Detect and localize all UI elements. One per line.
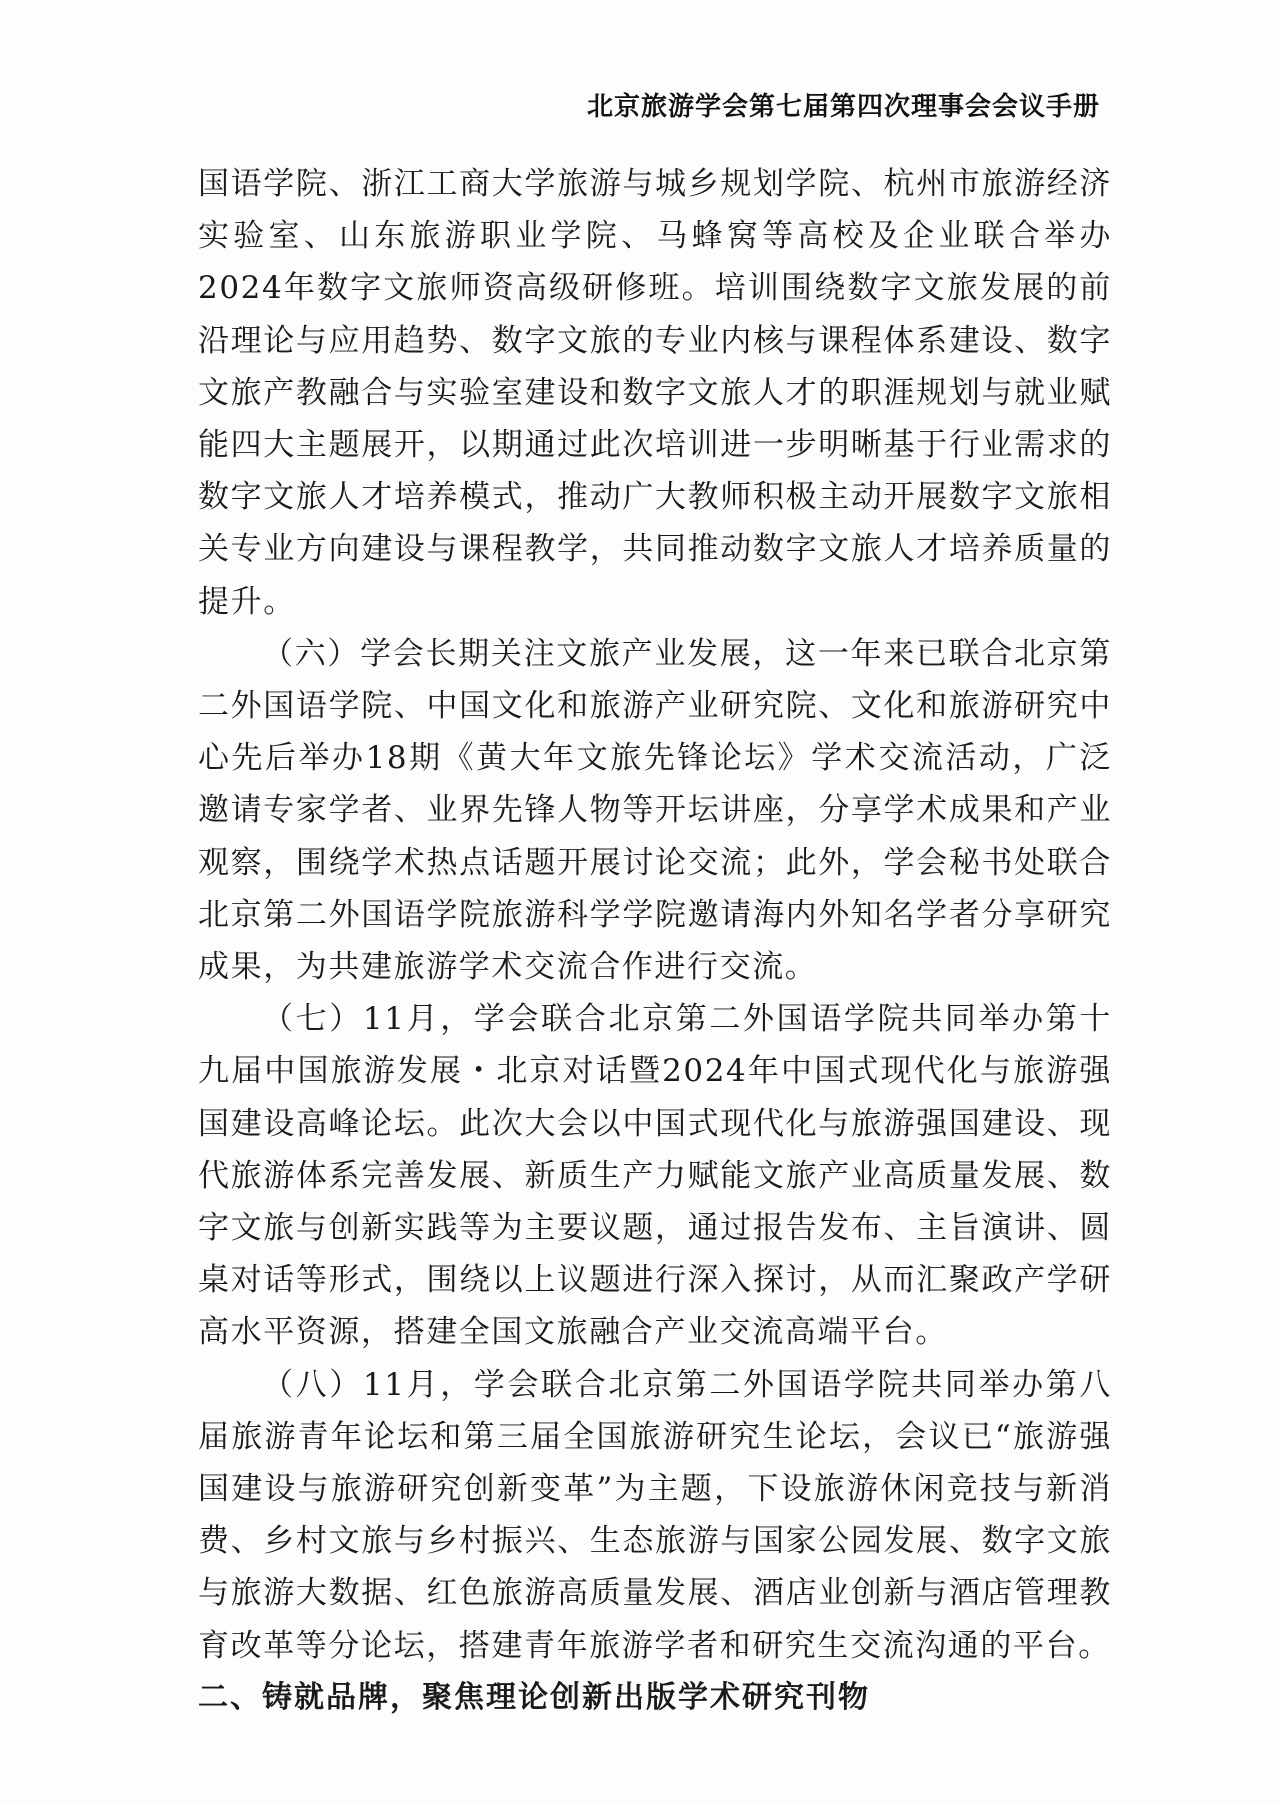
paragraph-continued: 国语学院、浙江工商大学旅游与城乡规划学院、杭州市旅游经济实验室、山东旅游职业学院、马蜂窝等高校及企业联合举办2024年数字文旅师资高级研修班。培训围绕数字文旅发展的前沿理论与应用趋势、数字文旅的专业内核与课程体系建设、数字文旅产教融合与实验室建设和数字文旅人才的职涯规划与就业赋能四大主题展开，以期通过此次培训进一步明晰基于行业需求的数字文旅人才培养模式，推动广大教师积极主动开展数字文旅相关专业方向建设与课程教学，共同推动数字文旅人才培养质量的提升。 <box>198 166 1112 620</box>
paragraph-7: （七）11月，学会联合北京第二外国语学院共同举办第十九届中国旅游发展・北京对话暨2024年中国式现代化与旅游强国建设高峰论坛。此次大会以中国式现代化与旅游强国建设、现代旅游体系完善发展、新质生产力赋能文旅产业高质量发展、数字文旅与创新实践等为主要议题，通过报告发布、主旨演讲、圆桌对话等形式，围绕以上议题进行深入探讨，从而汇聚政产学研高水平资源，搭建全国文旅融合产业交流高端平台。 <box>198 1001 1112 1351</box>
body-text <box>198 158 1112 1724</box>
paragraph-8: （八）11月，学会联合北京第二外国语学院共同举办第八届旅游青年论坛和第三届全国旅游研究生论坛，会议已“旅游强国建设与旅游研究创新变革”为主题，下设旅游休闲竞技与新消费、乡村文旅与乡村振兴、生态旅游与国家公园发展、数字文旅与旅游大数据、红色旅游高质量发展、酒店业创新与酒店管理教育改革等分论坛，搭建青年旅游学者和研究生交流沟通的平台。 <box>198 1366 1112 1664</box>
running-header: 北京旅游学会第七届第四次理事会会议手册 <box>586 92 1100 122</box>
section-heading: 二、铸就品牌，聚焦理论创新出版学术研究刊物 <box>198 1679 870 1715</box>
header-rule <box>195 134 1105 135</box>
paragraph-6: （六）学会长期关注文旅产业发展，这一年来已联合北京第二外国语学院、中国文化和旅游产业研究院、文化和旅游研究中心先后举办18期《黄大年文旅先锋论坛》学术交流活动，广泛邀请专家学者、业界先锋人物等开坛讲座，分享学术成果和产业观察，围绕学术热点话题开展讨论交流；此外，学会秘书处联合北京第二外国语学院旅游科学学院邀请海内外知名学者分享研究成果，为共建旅游学术交流合作进行交流。 <box>198 635 1112 986</box>
